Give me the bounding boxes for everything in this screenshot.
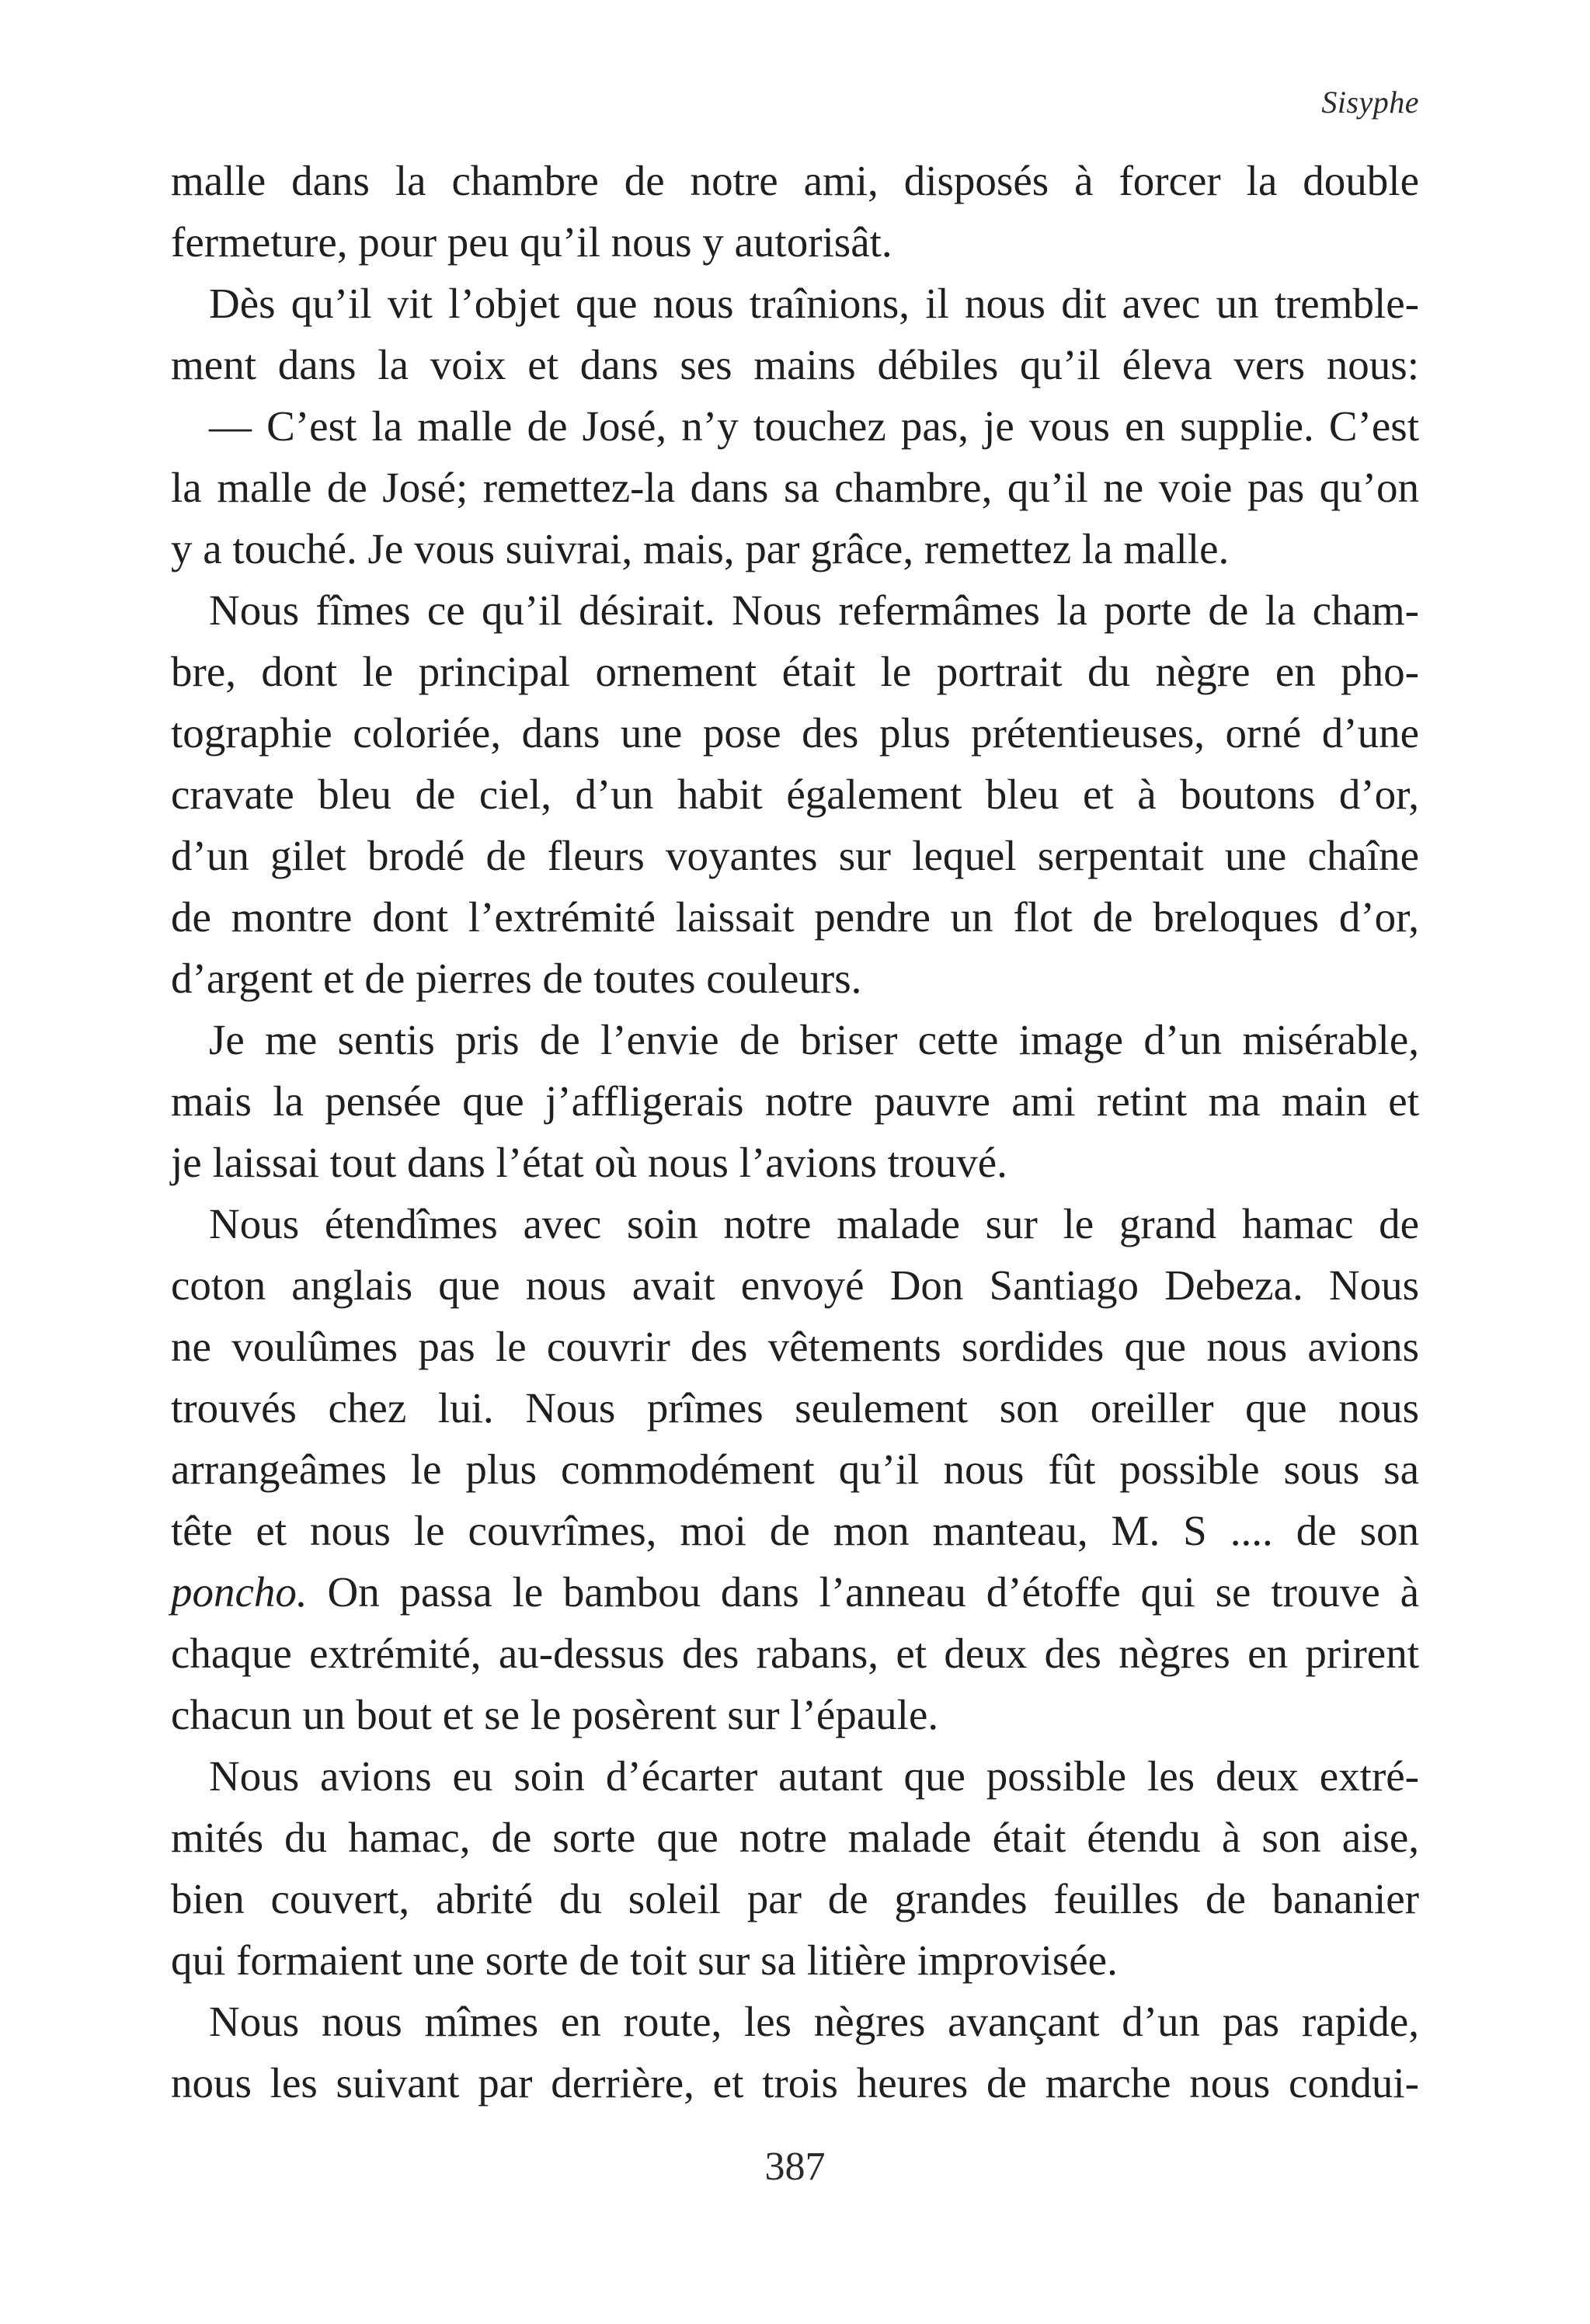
page-body bbox=[171, 150, 1419, 2114]
text-line: arrangeâmes le plus commodément qu’il nous fût possible sous sa bbox=[171, 1446, 1419, 1493]
text-line: cravate bleu de ciel, d’un habit également bleu et à boutons d’or, bbox=[171, 771, 1419, 818]
text-line: mités du hamac, de sorte que notre malade était étendu à son aise, bbox=[171, 1814, 1419, 1861]
text-line: Nous fîmes ce qu’il désirait. Nous refermâmes la porte de la cham- bbox=[209, 586, 1419, 634]
text-line: coton anglais que nous avait envoyé Don Santiago Debeza. Nous bbox=[171, 1261, 1419, 1309]
text-line: nous les suivant par derrière, et trois heures de marche nous condui- bbox=[171, 2059, 1419, 2107]
text-line: y a touché. Je vous suivrai, mais, par grâce, remettez la malle. bbox=[171, 525, 1230, 572]
text-line: tographie coloriée, dans une pose des plus prétentieuses, orné d’une bbox=[171, 709, 1419, 757]
page-number: 387 bbox=[764, 2145, 826, 2189]
text-line: bien couvert, abrité du soleil par de grandes feuilles de bananier bbox=[171, 1875, 1419, 1922]
text-line: malle dans la chambre de notre ami, disposés à forcer la double bbox=[171, 157, 1419, 204]
text-line: ne voulûmes pas le couvrir des vêtements sordides que nous avions bbox=[171, 1323, 1419, 1370]
text-line: — C’est la malle de José, n’y touchez pas, je vous en supplie. C’est bbox=[209, 402, 1419, 450]
text-line: d’un gilet brodé de fleurs voyantes sur lequel serpentait une chaîne bbox=[171, 832, 1419, 879]
text-line: la malle de José; remettez-la dans sa chambre, qu’il ne voie pas qu’on bbox=[171, 464, 1419, 511]
text-line: Je me sentis pris de l’envie de briser cette image d’un misérable, bbox=[209, 1016, 1419, 1063]
text-line: Nous nous mîmes en route, les nègres avançant d’un pas rapide, bbox=[209, 1998, 1419, 2045]
text-line: de montre dont l’extrémité laissait pendre un flot de breloques d’or, bbox=[171, 893, 1419, 941]
text-line: trouvés chez lui. Nous prîmes seulement son oreiller que nous bbox=[171, 1384, 1419, 1432]
text-line: fermeture, pour peu qu’il nous y autorisât. bbox=[171, 218, 892, 266]
text-line: qui formaient une sorte de toit sur sa litière improvisée. bbox=[171, 1936, 1118, 1984]
text-line: chacun un bout et se le posèrent sur l’épaule. bbox=[171, 1691, 939, 1738]
text-line: bre, dont le principal ornement était le portrait du nègre en pho- bbox=[171, 648, 1419, 695]
text-line: Dès qu’il vit l’objet que nous traînions, il nous dit avec un tremble- bbox=[209, 280, 1419, 327]
text-line: ment dans la voix et dans ses mains débiles qu’il éleva vers nous: bbox=[171, 341, 1419, 388]
text-line: chaque extrémité, au-dessus des rabans, et deux des nègres en prirent bbox=[171, 1630, 1419, 1677]
text-line: poncho. On passa le bambou dans l’anneau d’étoffe qui se trouve à bbox=[171, 1568, 1419, 1616]
text-line: d’argent et de pierres de toutes couleurs. bbox=[171, 955, 862, 1002]
italic-word: poncho. bbox=[171, 1568, 308, 1616]
text-line: tête et nous le couvrîmes, moi de mon manteau, M. S .... de son bbox=[171, 1507, 1419, 1554]
text-line: je laissai tout dans l’état où nous l’avions trouvé. bbox=[171, 1139, 1007, 1186]
text-line: Nous avions eu soin d’écarter autant que possible les deux extré- bbox=[209, 1752, 1419, 1800]
running-head: Sisyphe bbox=[1321, 85, 1419, 120]
text-line: mais la pensée que j’affligerais notre pauvre ami retint ma main et bbox=[171, 1077, 1419, 1125]
text-line: Nous étendîmes avec soin notre malade sur le grand hamac de bbox=[209, 1200, 1419, 1247]
